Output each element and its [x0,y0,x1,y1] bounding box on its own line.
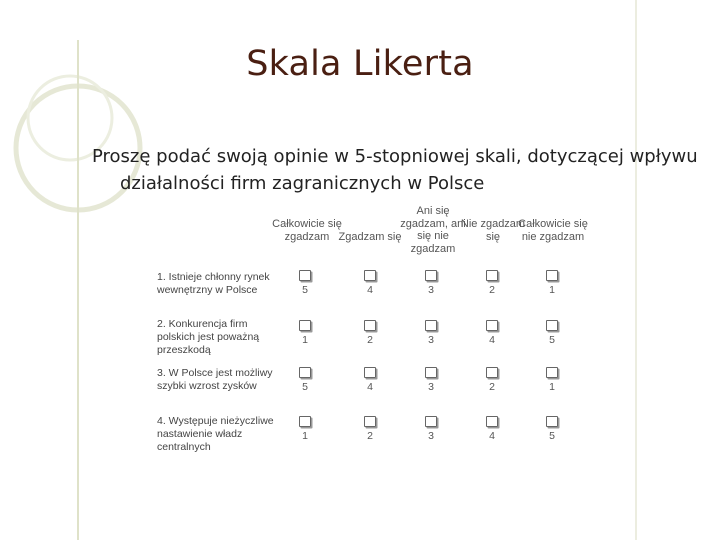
header-disagree: Nie zgadzam się [460,218,526,243]
option-q2-2[interactable] [360,320,380,346]
option-q2-5[interactable] [542,320,562,346]
option-value: 1 [302,334,308,346]
option-value: 1 [549,284,555,296]
question-4: 4. Występuje nieżyczliwe nastawienie władz centralnych [157,415,274,453]
question-2: 2. Konkurencja firm polskich jest poważną przeszkodą [157,318,260,356]
option-q4-2[interactable] [360,416,380,442]
checkbox[interactable] [425,367,437,378]
option-q1-3[interactable] [421,270,441,296]
option-q2-3[interactable] [421,320,441,346]
checkbox[interactable] [364,320,376,331]
option-value: 2 [367,430,373,442]
checkbox[interactable] [546,367,558,378]
checkbox[interactable] [486,416,498,427]
option-q1-1[interactable] [295,270,315,296]
checkbox[interactable] [299,270,311,281]
checkbox[interactable] [546,320,558,331]
checkbox[interactable] [486,367,498,378]
checkbox[interactable] [364,270,376,281]
option-q4-1[interactable] [295,416,315,442]
option-value: 5 [549,430,555,442]
option-value: 4 [367,381,373,393]
checkbox[interactable] [299,320,311,331]
slide-title: Skala Likerta [246,44,474,84]
option-value: 4 [367,284,373,296]
option-value: 1 [549,381,555,393]
option-q1-5[interactable] [542,270,562,296]
option-value: 1 [302,430,308,442]
option-value: 5 [549,334,555,346]
option-q2-4[interactable] [482,320,502,346]
checkbox[interactable] [364,367,376,378]
option-q3-3[interactable] [421,367,441,393]
checkbox[interactable] [425,320,437,331]
option-q1-2[interactable] [360,270,380,296]
option-value: 5 [302,381,308,393]
checkbox[interactable] [425,416,437,427]
option-value: 2 [489,381,495,393]
option-value: 4 [489,334,495,346]
checkbox[interactable] [486,320,498,331]
checkbox[interactable] [425,270,437,281]
intro-text: Proszę podać swoją opinie w 5-stopniowej skali, dotyczącej wpływu działalności firm zagranicznych w Polsce [92,146,698,194]
header-neutral: Ani się zgadzam, ani się nie zgadzam [400,205,466,255]
checkbox[interactable] [364,416,376,427]
question-3: 3. W Polsce jest możliwy szybki wzrost zysków [157,367,273,392]
checkbox[interactable] [486,270,498,281]
option-q2-1[interactable] [295,320,315,346]
checkbox[interactable] [299,416,311,427]
option-q4-5[interactable] [542,416,562,442]
option-q4-3[interactable] [421,416,441,442]
option-value: 3 [428,430,434,442]
option-q1-4[interactable] [482,270,502,296]
option-q3-2[interactable] [360,367,380,393]
option-value: 4 [489,430,495,442]
option-value: 5 [302,284,308,296]
option-value: 3 [428,381,434,393]
option-q3-4[interactable] [482,367,502,393]
likert-survey [155,202,588,462]
option-q4-4[interactable] [482,416,502,442]
question-1: 1. Istnieje chłonny rynek wewnętrzny w Polsce [157,271,270,296]
option-value: 2 [367,334,373,346]
option-value: 2 [489,284,495,296]
header-strongly-disagree: Całkowicie się nie zgadzam [518,218,588,243]
option-value: 3 [428,334,434,346]
checkbox[interactable] [546,270,558,281]
checkbox[interactable] [299,367,311,378]
option-value: 3 [428,284,434,296]
header-strongly-agree: Całkowicie się zgadzam [272,218,342,243]
option-q3-1[interactable] [295,367,315,393]
option-q3-5[interactable] [542,367,562,393]
header-agree: Zgadzam się [338,231,402,243]
checkbox[interactable] [546,416,558,427]
